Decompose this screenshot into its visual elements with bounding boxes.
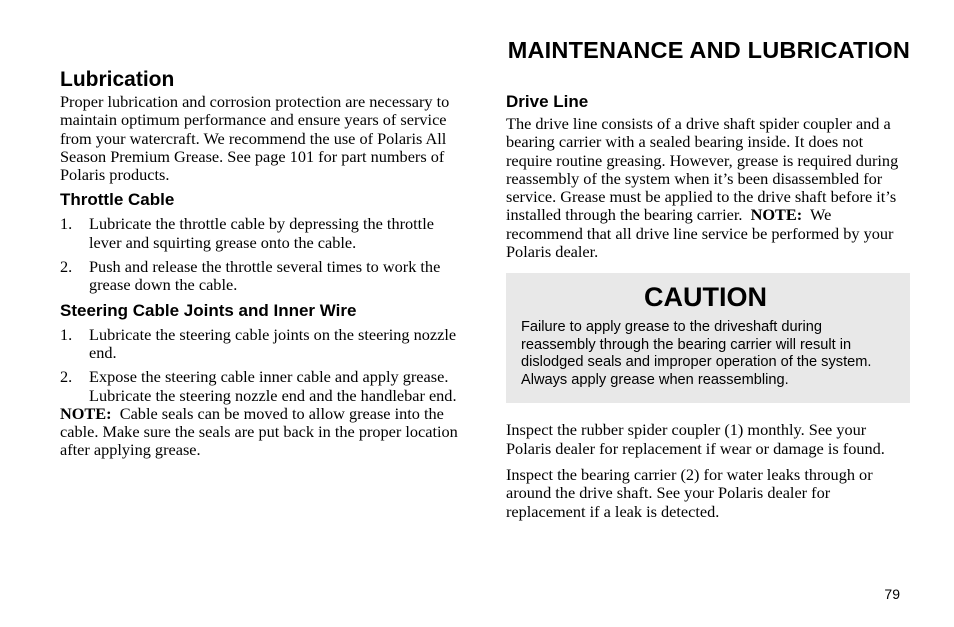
list-item — [60, 368, 468, 405]
step-text: Lubricate the steering cable joints on the steering nozzle end. — [89, 324, 457, 362]
right-column — [506, 92, 910, 521]
step-number: 1. — [60, 324, 73, 344]
step-number: 2. — [60, 257, 73, 277]
note-label: NOTE: — [750, 205, 803, 225]
left-column — [60, 68, 468, 460]
throttle-cable-heading: Throttle Cable — [60, 190, 175, 210]
steering-cable-steps — [60, 326, 468, 405]
drive-line-text: The drive line consists of a drive shaft spider coupler and a bearing carrier with a sealed bearing inside. It does not require routine greasing. However, grease is required during reassembly of the system when it’s been disassembled for service. Grease must be applied to the drive shaft before it’s installed through the bearing carrier. — [506, 114, 899, 225]
step-number: 1. — [60, 214, 73, 234]
note-text: We recommend that all drive line service be performed by your Polaris dealer. — [506, 205, 894, 262]
list-item — [60, 326, 468, 363]
list-item — [60, 258, 468, 295]
throttle-cable-steps — [60, 215, 468, 294]
steering-cable-heading: Steering Cable Joints and Inner Wire — [60, 300, 357, 320]
inspect-bearing-paragraph: Inspect the bearing carrier (2) for water leaks through or around the drive shaft. See your Polaris dealer for replacement if a leak is detected. — [506, 464, 873, 521]
step-number: 2. — [60, 367, 73, 387]
caution-box — [506, 273, 910, 403]
inspect-spider-paragraph: Inspect the rubber spider coupler (1) monthly. See your Polaris dealer for replacement if wear or damage is found. — [506, 420, 885, 458]
page-header-title: MAINTENANCE AND LUBRICATION — [507, 37, 910, 63]
note-label: NOTE: — [60, 403, 112, 423]
steering-note — [60, 405, 468, 460]
caution-text: Failure to apply grease to the driveshaft during reassembly through the bearing carrier will result in dislodged seals and improper operation of the system. Always apply grease when reassembling. — [521, 319, 872, 388]
lubrication-heading: Lubrication — [60, 68, 175, 91]
drive-line-body — [506, 115, 910, 261]
page-number: 79 — [884, 586, 900, 602]
step-text: Lubricate the throttle cable by depressing the throttle lever and squirting grease onto the cable. — [89, 214, 434, 252]
caution-title: CAUTION — [644, 282, 767, 313]
drive-line-heading: Drive Line — [506, 92, 589, 111]
note-text: Cable seals can be moved to allow grease into the cable. Make sure the seals are put back in the proper location after applying grease. — [60, 403, 458, 460]
step-text: Expose the steering cable inner cable and apply grease. Lubricate the steering nozzle end and the handlebar end. — [89, 367, 457, 405]
step-text: Push and release the throttle several times to work the grease down the cable. — [89, 257, 441, 295]
lubrication-intro: Proper lubrication and corrosion protection are necessary to maintain optimum performance and ensure years of service from your watercraft. We recommend the use of Polaris All Season Premium Grease. See page 101 for part numbers of Polaris products. — [60, 92, 450, 185]
list-item — [60, 215, 468, 252]
